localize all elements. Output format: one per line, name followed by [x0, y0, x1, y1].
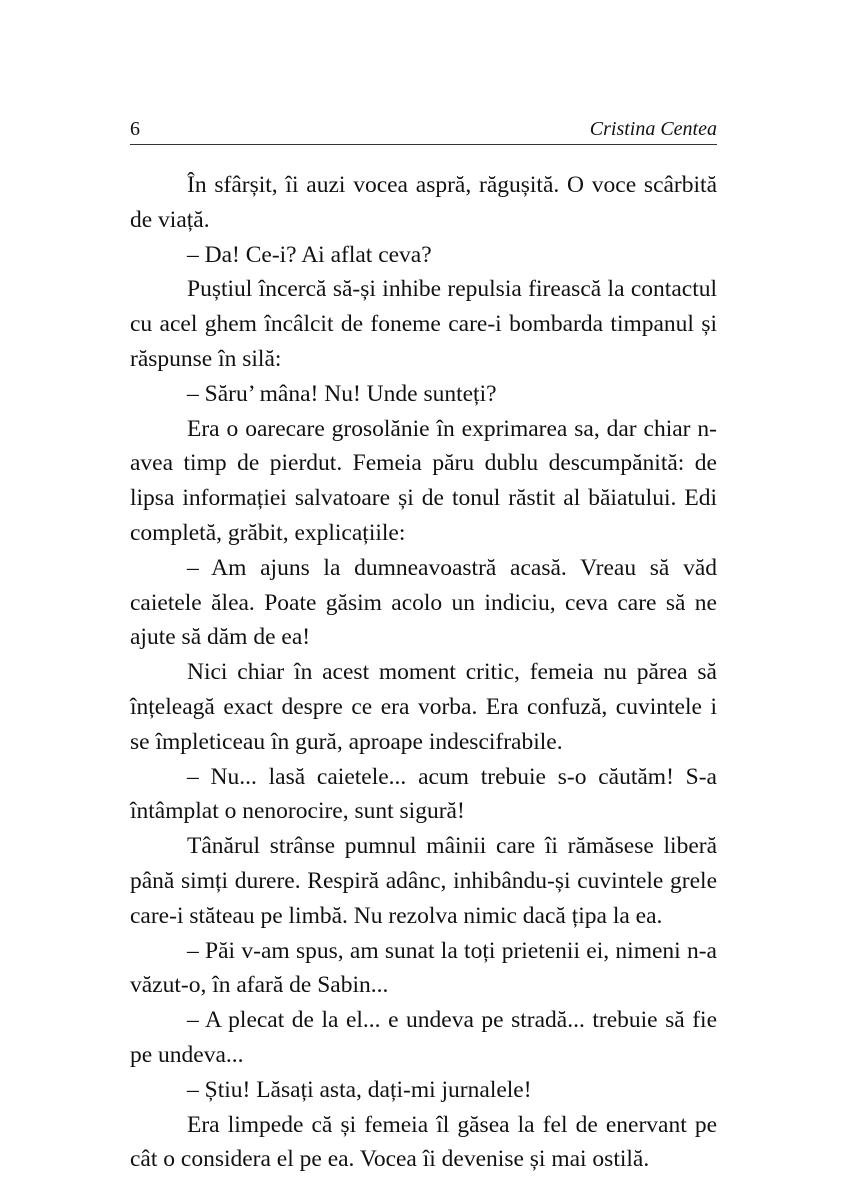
- dialogue-line: – Știu! Lăsați asta, dați-mi jurnalele!: [187, 1076, 532, 1103]
- page-header: [130, 118, 717, 145]
- dialogue-line: – Da! Ce-i? Ai aflat ceva?: [187, 241, 432, 268]
- dialogue-line: – A plecat de la el... e undeva pe stradă... trebuie să fie pe undeva...: [130, 1007, 717, 1068]
- dialogue-line: – Păi v-am spus, am sunat la toți prietenii ei, nimeni n-a văzut-o, în afară de Sabin...: [130, 937, 717, 999]
- paragraph: Era limpede că și femeia îl găsea la fel de enervant pe cât o considera el pe ea. Vocea îi devenise și mai ostilă.: [130, 1111, 717, 1173]
- running-head-author: Cristina Centea: [589, 118, 717, 140]
- paragraph: Puștiul încercă să-și inhibe repulsia firească la contactul cu acel ghem încâlcit de foneme care-i bombarda timpanul și răspunse în silă:: [130, 276, 717, 372]
- dialogue-line: – Nu... lasă caietele... acum trebuie s-o căutăm! S-a întâmplat o nenorocire, sunt sigură!: [130, 763, 717, 825]
- paragraph: Tânărul strânse pumnul mâinii care îi rămăsese liberă până simți durere. Respiră adânc, inhibându-și cuvintele grele care-i stăteau pe limbă. Nu rezolva nimic dacă țipa la ea.: [130, 833, 717, 929]
- dialogue-line: – Săru’ mâna! Nu! Unde sunteți?: [187, 380, 497, 407]
- dialogue-line: – Am ajuns la dumneavoastră acasă. Vreau să văd caietele ălea. Poate găsim acolo un indiciu, ceva care să ne ajute să dăm de ea!: [130, 554, 717, 651]
- paragraph: Nici chiar în acest moment critic, femeia nu părea să înțeleagă exact despre ce era vorba. Era confuză, cuvintele i se împleticeau în gură, aproape indescifrabile.: [130, 659, 717, 755]
- page-number: 6: [130, 118, 140, 140]
- paragraph: Era o oarecare grosolănie în exprimarea sa, dar chiar n-avea timp de pierdut. Femeia păru dublu descumpănită: de lipsa informației salvatoare și de tonul răstit al băiatului. Edi completă, grăbit, explicațiile:: [130, 415, 717, 546]
- body-text: [130, 168, 717, 1177]
- paragraph: În sfârșit, îi auzi vocea aspră, răgușită. O voce scârbită de viață.: [130, 172, 717, 233]
